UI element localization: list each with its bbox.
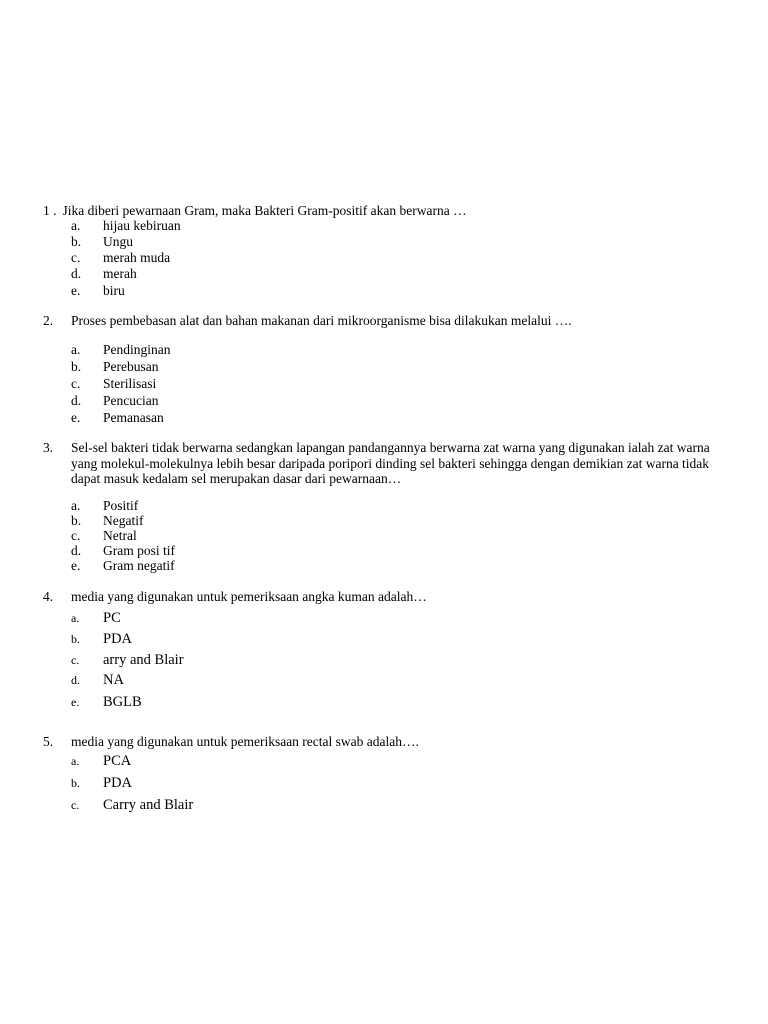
- option-text: Negatif: [103, 513, 144, 528]
- option-letter: e.: [71, 410, 81, 425]
- option-d: [71, 393, 158, 409]
- option-letter: e.: [71, 695, 80, 709]
- option-text: Sterilisasi: [103, 376, 157, 391]
- question-5: [43, 734, 713, 813]
- option-text: Gram posi tif: [103, 543, 175, 558]
- option-letter: a.: [71, 754, 80, 768]
- option-text: Perebusan: [103, 359, 159, 374]
- option-letter: c.: [71, 653, 80, 667]
- option-text: Ungu: [103, 234, 133, 249]
- option-letter: a.: [71, 342, 81, 357]
- option-letter: d.: [71, 266, 82, 281]
- question-stem: [43, 734, 713, 750]
- question-text: Jika diberi pewarnaan Gram, maka Bakteri Gram-positif akan berwarna …: [62, 203, 467, 218]
- option-a: [71, 342, 171, 358]
- option-a: [71, 753, 131, 770]
- question-stem: [43, 313, 713, 329]
- option-text: Pemanasan: [103, 410, 164, 425]
- option-text: Netral: [103, 528, 137, 543]
- option-text: PDA: [103, 775, 133, 791]
- option-b: [71, 359, 158, 375]
- option-text: BGLB: [103, 694, 142, 710]
- option-text: arry and Blair: [103, 652, 184, 668]
- option-letter: c.: [71, 376, 81, 391]
- option-c: [71, 797, 193, 814]
- option-text: Carry and Blair: [103, 797, 194, 813]
- option-e: [71, 283, 125, 299]
- option-a: [71, 498, 138, 514]
- option-c: [71, 652, 184, 669]
- option-b: [71, 631, 132, 648]
- option-b: [71, 775, 132, 792]
- question-4: [43, 589, 713, 710]
- question-number: 1 .: [43, 203, 57, 218]
- option-letter: c.: [71, 528, 81, 543]
- option-d: [71, 672, 124, 689]
- option-letter: d.: [71, 393, 82, 408]
- option-text: PC: [103, 610, 121, 626]
- option-text: Gram negatif: [103, 558, 175, 573]
- question-3: [43, 440, 713, 573]
- option-letter: c.: [71, 250, 81, 265]
- question-number: 2.: [43, 313, 54, 328]
- option-letter: b.: [71, 776, 80, 790]
- question-text: media yang digunakan untuk pemeriksaan angka kuman adalah…: [71, 589, 427, 604]
- option-c: [71, 250, 170, 266]
- option-letter: d.: [71, 543, 82, 558]
- option-c: [71, 528, 137, 544]
- question-number: 4.: [43, 589, 54, 604]
- question-number: 3.: [43, 440, 54, 455]
- question-1: [43, 203, 713, 298]
- option-letter: b.: [71, 513, 82, 528]
- option-text: biru: [103, 283, 125, 298]
- option-letter: b.: [71, 234, 82, 249]
- option-letter: c.: [71, 798, 80, 812]
- option-letter: e.: [71, 558, 81, 573]
- option-a: [71, 610, 121, 627]
- option-text: Pencucian: [103, 393, 159, 408]
- question-number: 5.: [43, 734, 54, 749]
- option-text: Positif: [103, 498, 139, 513]
- question-2: [43, 313, 713, 425]
- question-text: Sel-sel bakteri tidak berwarna sedangkan lapangan pandangannya berwarna zat warna yang digunakan ialah zat warna yang molekul-molekulnya lebih besar daripada poripori dinding sel bakteri sehingga dengan demikian zat warna tidak dapat masuk kedalam sel merupakan dasar dari pewarnaan…: [71, 440, 710, 486]
- option-c: [71, 376, 156, 392]
- question-text: media yang digunakan untuk pemeriksaan rectal swab adalah….: [71, 734, 419, 749]
- option-letter: b.: [71, 632, 80, 646]
- option-text: Pendinginan: [103, 342, 171, 357]
- option-b: [71, 234, 133, 250]
- option-e: [71, 694, 142, 711]
- option-letter: e.: [71, 283, 81, 298]
- question-stem: [43, 203, 713, 219]
- question-text: Proses pembebasan alat dan bahan makanan dari mikroorganisme bisa dilakukan melalui ….: [71, 313, 572, 328]
- option-text: hijau kebiruan: [103, 218, 181, 233]
- option-d: [71, 266, 137, 282]
- question-stem: [43, 440, 713, 487]
- option-letter: a.: [71, 498, 81, 513]
- question-stem: [43, 589, 713, 605]
- option-d: [71, 543, 175, 559]
- option-text: merah muda: [103, 250, 171, 265]
- option-text: merah: [103, 266, 137, 281]
- option-e: [71, 558, 175, 574]
- option-letter: d.: [71, 673, 80, 687]
- option-text: PCA: [103, 753, 132, 769]
- option-text: PDA: [103, 631, 133, 647]
- option-b: [71, 513, 143, 529]
- option-letter: a.: [71, 218, 81, 233]
- option-e: [71, 410, 164, 426]
- option-letter: b.: [71, 359, 82, 374]
- option-a: [71, 218, 181, 234]
- option-text: NA: [103, 672, 124, 688]
- option-letter: a.: [71, 611, 80, 625]
